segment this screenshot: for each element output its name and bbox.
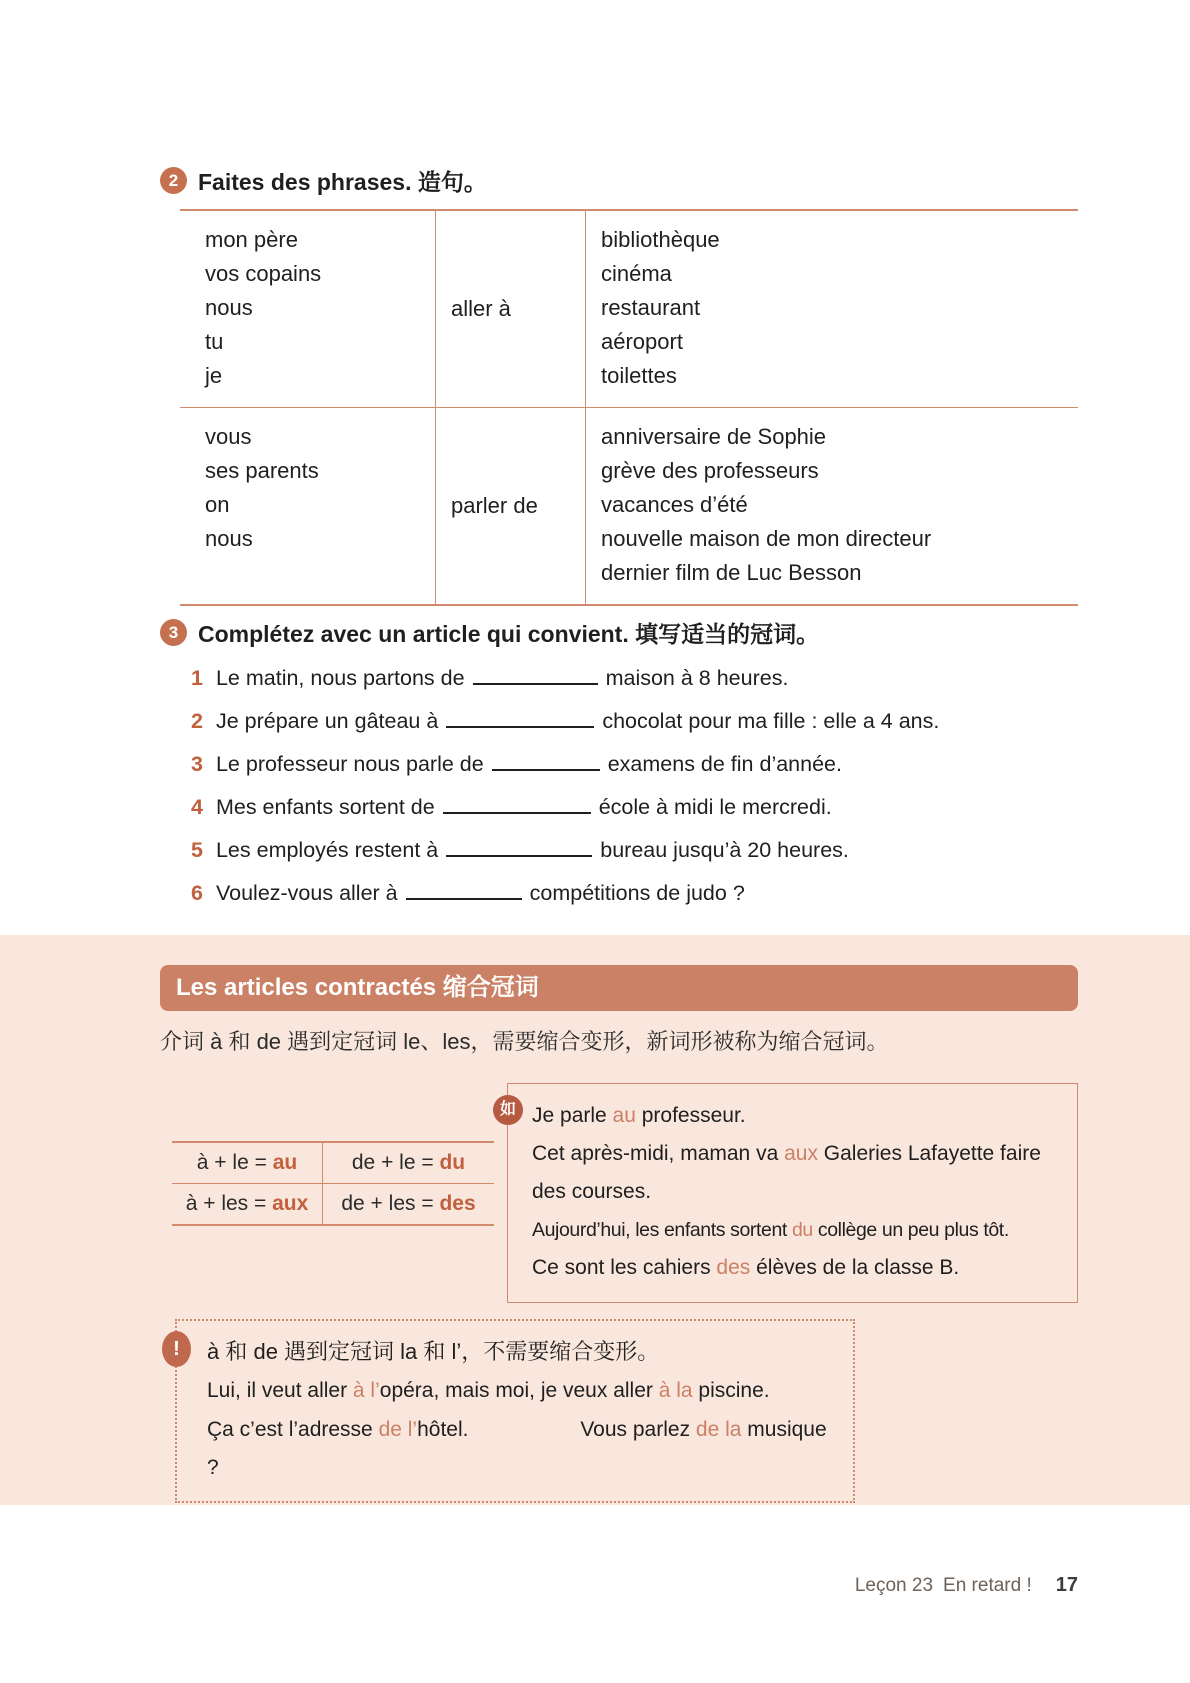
- exercise-2-title: Faites des phrases. 造句。: [198, 169, 487, 195]
- contracted-article-highlight: de la: [695, 1418, 742, 1441]
- contraction-result: du: [439, 1151, 466, 1174]
- item-text-before: Les employés restent à: [215, 838, 439, 862]
- verb-column: [435, 408, 585, 604]
- exercise-3-heading: [160, 616, 1078, 649]
- grammar-section-title-bar: Les articles contractés 缩合冠词: [160, 965, 1078, 1011]
- answer-blank: [446, 710, 594, 728]
- contraction-result: des: [439, 1192, 476, 1215]
- subject-item: nous: [205, 526, 253, 551]
- page-footer: [855, 1574, 1078, 1597]
- text-segment: Cet après-midi, maman va: [532, 1142, 785, 1165]
- item-text-after: école à midi le mercredi.: [598, 795, 832, 819]
- text-segment: professeur.: [635, 1104, 746, 1127]
- note-rule-text: à 和 de 遇到定冠词 la 和 l’，不需要缩合变形。: [207, 1339, 660, 1364]
- subject-item: vos copains: [205, 261, 322, 286]
- contraction-cell: [172, 1183, 322, 1224]
- contracted-article-highlight: aux: [784, 1142, 818, 1165]
- contraction-result: aux: [272, 1192, 309, 1215]
- answer-blank: [406, 882, 522, 900]
- contraction-formula: à + les =: [185, 1192, 273, 1215]
- text-segment: Ça c’est l’adresse: [207, 1418, 379, 1441]
- object-item: bibliothèque: [601, 227, 720, 252]
- grammar-columns: [160, 1083, 1078, 1303]
- item-number: 4: [191, 795, 203, 819]
- warning-note-box: [175, 1319, 855, 1503]
- item-text-after: examens de fin d’année.: [607, 752, 842, 776]
- text-segment: Galeries Lafayette faire des courses.: [532, 1142, 1041, 1203]
- item-number: 2: [191, 709, 203, 733]
- contracted-article-highlight: au: [612, 1104, 636, 1127]
- sentence-building-table: [180, 209, 1078, 606]
- subject-item: on: [205, 492, 230, 517]
- subject-item: mon père: [205, 227, 298, 252]
- note-example-sentence: [207, 1418, 468, 1441]
- exercise-3: [160, 616, 1078, 915]
- object-item: nouvelle maison de mon directeur: [601, 526, 932, 551]
- item-text-after: chocolat pour ma fille : elle a 4 ans.: [602, 709, 940, 733]
- contraction-cell: [322, 1143, 494, 1183]
- example-sentence: [532, 1097, 1063, 1135]
- item-text-before: Mes enfants sortent de: [215, 795, 435, 819]
- fill-in-item: [191, 743, 1078, 786]
- item-number: 6: [191, 881, 203, 905]
- page-number: 17: [1055, 1574, 1078, 1596]
- contraction-table: [172, 1141, 494, 1226]
- contraction-table-column: [160, 1083, 507, 1303]
- grammar-section: [0, 935, 1190, 1505]
- text-segment: Je parle: [532, 1104, 613, 1127]
- exercise-2: [160, 164, 1078, 606]
- answer-blank: [473, 667, 598, 685]
- subject-item: ses parents: [205, 458, 319, 483]
- fill-in-item: [191, 657, 1078, 700]
- text-segment: Vous parlez: [580, 1418, 696, 1441]
- answer-blank: [492, 753, 600, 771]
- contracted-article-highlight: à l’: [352, 1379, 380, 1402]
- example-sentence: [532, 1135, 1063, 1211]
- object-item: cinéma: [601, 261, 672, 286]
- grammar-intro-text: 介词 à 和 de 遇到定冠词 le、les，需要缩合变形，新词形被称为缩合冠词。: [160, 1029, 889, 1054]
- text-segment: élèves de la classe B.: [750, 1256, 960, 1279]
- contraction-formula: à + le =: [196, 1151, 273, 1174]
- answer-blank: [443, 796, 591, 814]
- object-item: aéroport: [601, 329, 683, 354]
- item-text-after: bureau jusqu’à 20 heures.: [600, 838, 849, 862]
- item-text-before: Le matin, nous partons de: [215, 666, 465, 690]
- text-segment: musique ?: [207, 1418, 827, 1479]
- contracted-article-highlight: des: [716, 1256, 751, 1279]
- contraction-result: au: [272, 1151, 298, 1174]
- contracted-article-highlight: du: [791, 1219, 813, 1241]
- text-segment: Aujourd’hui, les enfants sortent: [532, 1219, 792, 1241]
- subject-item: je: [205, 363, 223, 388]
- item-number: 5: [191, 838, 203, 862]
- item-text-before: Le professeur nous parle de: [215, 752, 484, 776]
- subjects-column: [180, 211, 435, 407]
- text-segment: Ce sont les cahiers: [532, 1256, 717, 1279]
- item-text-before: Je prépare un gâteau à: [215, 709, 439, 733]
- object-item: dernier film de Luc Besson: [601, 560, 862, 585]
- item-number: 1: [191, 666, 203, 690]
- example-box: [499, 1083, 1078, 1303]
- item-text-before: Voulez-vous aller à: [215, 881, 398, 905]
- fill-in-item: [191, 786, 1078, 829]
- text-segment: opéra, mais moi, je veux aller: [379, 1379, 659, 1402]
- fill-in-items: [191, 657, 1078, 915]
- footer-lesson-number: Leçon 23: [854, 1575, 934, 1596]
- objects-column: [585, 211, 1078, 407]
- note-example-row: [207, 1411, 833, 1487]
- answer-blank: [446, 839, 592, 857]
- subject-item: vous: [205, 424, 252, 449]
- table-row-aller: [180, 211, 1078, 407]
- contraction-formula: de + le =: [351, 1151, 440, 1174]
- text-segment: hôtel.: [417, 1418, 469, 1441]
- footer-lesson-title: En retard !: [943, 1575, 1032, 1596]
- fill-in-item: [191, 829, 1078, 872]
- text-segment: collège un peu plus tôt.: [812, 1219, 1009, 1241]
- contraction-cell: [172, 1143, 322, 1183]
- verb-column: [435, 211, 585, 407]
- text-segment: piscine.: [692, 1379, 770, 1402]
- contraction-formula: de + les =: [341, 1192, 440, 1215]
- objects-column: [585, 408, 1078, 604]
- subject-item: tu: [205, 329, 224, 354]
- subject-item: nous: [205, 295, 253, 320]
- object-item: restaurant: [601, 295, 701, 320]
- object-item: grève des professeurs: [601, 458, 819, 483]
- item-text-after: compétitions de judo ?: [529, 881, 745, 905]
- item-text-after: maison à 8 heures.: [605, 666, 789, 690]
- table-row-parler: [180, 407, 1078, 604]
- contracted-article-highlight: à la: [658, 1379, 693, 1402]
- item-number: 3: [191, 752, 203, 776]
- exercise-2-heading: [160, 164, 1078, 197]
- contracted-article-highlight: de l’: [378, 1418, 418, 1441]
- object-item: vacances d’été: [601, 492, 748, 517]
- subjects-column: [180, 408, 435, 604]
- object-item: toilettes: [601, 363, 677, 388]
- example-sentence: [532, 1249, 1063, 1287]
- verb-phrase: parler de: [451, 493, 538, 518]
- exercise-2-number-badge: 2: [160, 167, 187, 194]
- verb-phrase: aller à: [451, 296, 511, 321]
- contraction-cell: [322, 1183, 494, 1224]
- example-sentence: [532, 1211, 1063, 1249]
- example-badge-icon: 如: [493, 1095, 523, 1125]
- exercise-3-title: Complétez avec un article qui convient. 填写适当的冠词。: [198, 621, 820, 647]
- object-item: anniversaire de Sophie: [601, 424, 827, 449]
- text-segment: Lui, il veut aller: [207, 1379, 353, 1402]
- note-example-sentence: [207, 1371, 833, 1411]
- exclamation-icon: !: [162, 1331, 191, 1367]
- fill-in-item: [191, 700, 1078, 743]
- exercise-3-number-badge: 3: [160, 619, 187, 646]
- fill-in-item: [191, 872, 1078, 915]
